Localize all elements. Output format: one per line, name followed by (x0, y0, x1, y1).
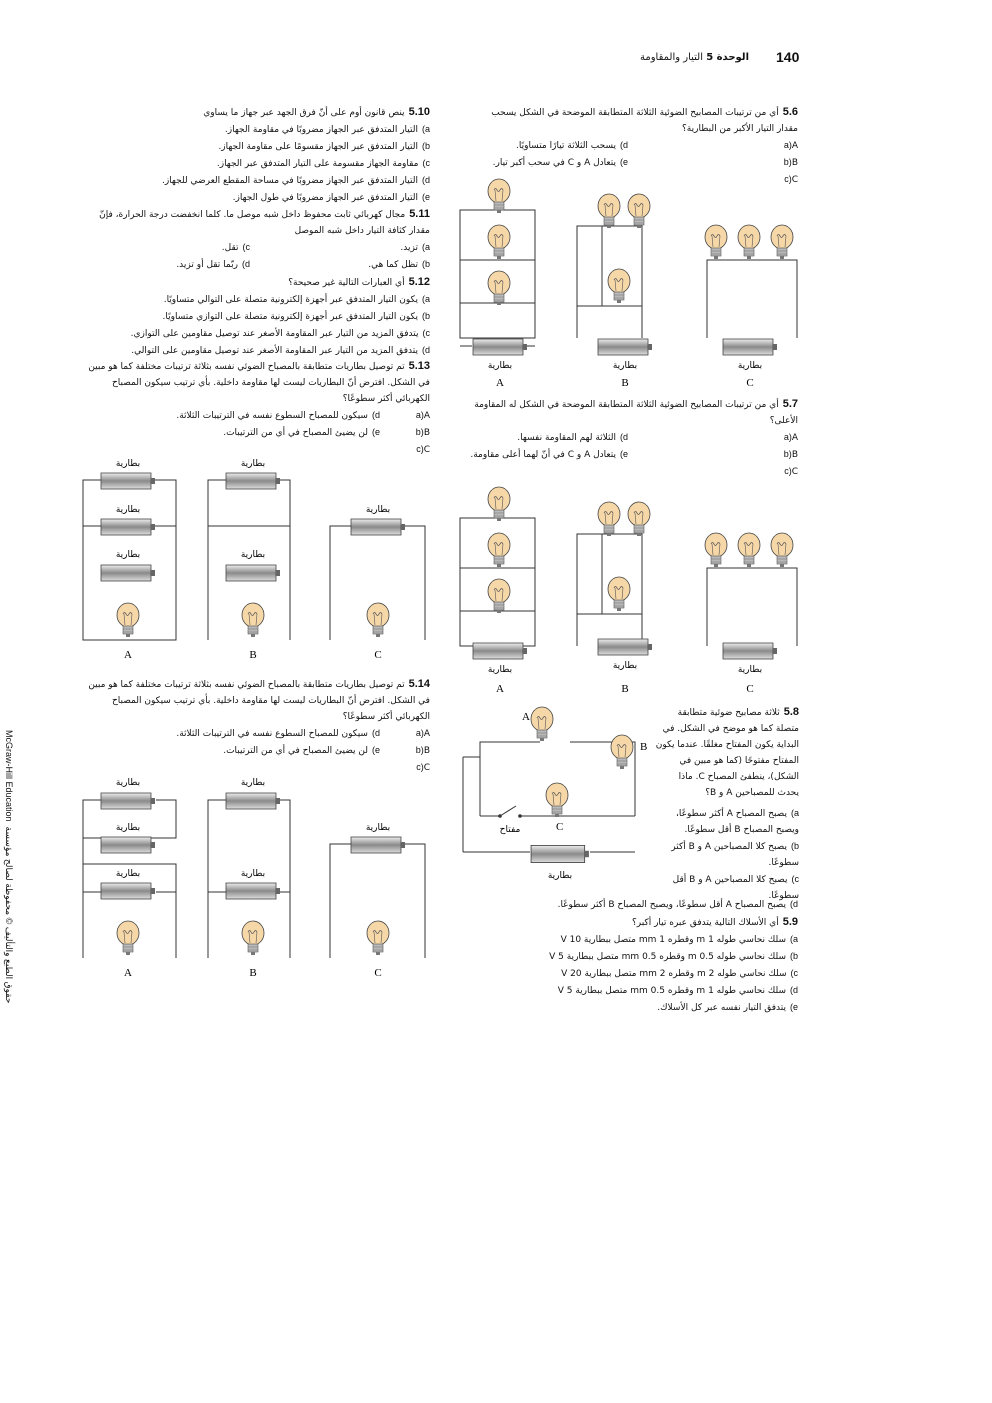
option-c[interactable]: c)C (784, 174, 798, 185)
battery-label: بطارية (487, 665, 513, 675)
battery-label: بطارية (737, 665, 763, 675)
bulb-icon (488, 487, 793, 613)
battery-label: بطارية (365, 505, 391, 515)
page-number: 140 (776, 49, 800, 65)
publisher-credit: McGraw-Hill Education حقوق الطبع والتأليف © محفوظة لصالح مؤسسة (4, 730, 14, 1004)
label-b: B (640, 741, 648, 753)
option-c[interactable]: c)مقاومة الجهاز مقسومة على التيار المتدفق عبر الجهاز. (216, 158, 430, 169)
options-5-8-ab (655, 805, 799, 904)
figure-5-7 (452, 486, 802, 696)
option-e[interactable]: e)لن يضيئ المصباح في أي من الترتيبات. (223, 427, 380, 438)
option-b[interactable]: b)B (415, 427, 430, 438)
label-b: B (621, 683, 629, 695)
option-c[interactable]: c)C (416, 762, 430, 773)
bulb-icon (117, 921, 389, 955)
option-a[interactable]: a)تزيد. (400, 242, 430, 253)
label-b: B (249, 967, 257, 979)
unit-label: الوحدة 5 (706, 52, 749, 63)
options (468, 429, 798, 480)
option-c[interactable]: c)C (416, 444, 430, 455)
option-b[interactable]: b)سلك نحاسي طوله 0.5 m وقطره 0.5 mm متصل ببطارية 5 V (549, 951, 798, 962)
battery-label: بطارية (487, 361, 513, 371)
switch-label: مفتاح (499, 825, 521, 835)
label-c: C (374, 649, 382, 661)
option-a[interactable]: a)سلك نحاسي طوله 1 m وقطره 1 mm متصل ببطارية 10 V (560, 934, 798, 945)
option-c[interactable]: c)يصبح كلا المصباحين A و B أقل سطوعًا. (672, 874, 799, 901)
option-b[interactable]: b)تظل كما هي. (368, 259, 430, 270)
bulb-icon (488, 179, 793, 305)
option-d[interactable]: d)سيكون للمصباح السطوع نفسه في الترتيبات الثلاثة. (176, 728, 380, 739)
option-a[interactable]: a)يكون التيار المتدفق عبر أجهزة إلكترونية متصلة على التوالي متساويًا. (163, 294, 430, 305)
battery-label: بطارية (240, 550, 266, 560)
option-d[interactable]: d)سيكون للمصباح السطوع نفسه في الترتيبات الثلاثة. (176, 410, 380, 421)
option-b[interactable]: b)يصبح كلا المصباحين A و B أكثر سطوعًا. (671, 841, 799, 868)
figure-5-13 (80, 454, 430, 664)
question-5-14: 5.14تم توصيل بطاريات متطابقة بالمصباح الضوئي نفسه بثلاثة ترتيبات مختلفة كما هو مبين في الشكل. افترض أنّ البطاريات ليست لها مقاومة داخلية. بأي ترتيب سيكون المصباح الكهربائي أكثر سطوعًا؟ a)A d)سيكون للمصباح السطوع نفسه في الترتيبات الثلاثة. b)B e)لن يضيئ المصباح في أي من الترتيبات. c)C (80, 676, 430, 776)
option-b[interactable]: b)B (783, 157, 798, 168)
option-c[interactable]: c)تقل. (221, 242, 250, 253)
battery-label: بطارية (547, 871, 573, 881)
option-a[interactable]: a)A (783, 140, 798, 151)
label-a: A (124, 649, 132, 661)
option-a[interactable]: a)A (783, 432, 798, 443)
question-5-8: 5.8ثلاثة مصابيح ضوئية متطابقة متصلة كما هو موضح في الشكل. في البداية يكون المفتاح مغلقًا. عندما يكون المفتاح مفتوحًا (كما هو مبين في الشكل)، ينطفئ المصباح C. ماذا يحدث للمصباحين A و B؟ (655, 706, 799, 798)
label-b: B (621, 377, 629, 389)
option-b[interactable]: b)B (415, 745, 430, 756)
option-d[interactable]: d)التيار المتدفق عبر الجهاز مضروبًا في مساحة المقطع العرضي للجهاز. (161, 175, 430, 186)
battery-label: بطارية (115, 505, 141, 515)
option-e[interactable]: e)لن يضيئ المصباح في أي من الترتيبات. (223, 745, 380, 756)
option-d[interactable]: d)يتدفق المزيد من التيار عبر المقاومة الأصغر عند توصيل مقاومين على التوالي. (131, 345, 430, 356)
label-c: C (746, 683, 754, 695)
battery-icon (101, 793, 405, 899)
battery-label: بطارية (365, 823, 391, 833)
option-e[interactable]: e)يتدفق التيار نفسه عبر كل الأسلاك. (657, 1002, 798, 1013)
question-5-7: 5.7أي من ترتيبات المصابيح الضوئية الثلاثة المتطابقة الموضحة في الشكل له المقاومة الأعلى؟ a)A d)الثلاثة لهم المقاومة نفسها. b)B e)يتعادل A و C في أنّ لهما أعلى مقاومة. c)C (468, 396, 798, 480)
battery-icon (101, 473, 405, 581)
question-5-9: 5.9أي الأسلاك التالية يتدفق عبره تيار أكبر؟ a)سلك نحاسي طوله 1 m وقطره 1 mm متصل ببطارية 10 V b)سلك نحاسي طوله 0.5 m وقطره 0.5 mm متصل ببطارية 5 V c)سلك نحاسي طوله 2 m وقطره 2 mm متصل ببطارية 20 V d)سلك نحاسي طوله 1 m وقطره 0.5 mm متصل ببطارية 5 V e)يتدفق التيار نفسه عبر كل الأسلاك. (468, 914, 798, 1016)
bulb-icon (117, 603, 389, 637)
option-e[interactable]: e)التيار المتدفق عبر الجهاز مضروبًا في طول الجهاز. (232, 192, 430, 203)
battery-icon (473, 639, 777, 659)
label-a: A (522, 711, 530, 723)
battery-label: بطارية (115, 823, 141, 833)
battery-label: بطارية (115, 778, 141, 788)
figure-5-6 (452, 178, 802, 393)
battery-label: بطارية (612, 661, 638, 671)
question-5-10: 5.10ينص قانون أوم على أنّ فرق الجهد عبر جهاز ما يساوي a)التيار المتدفق عبر الجهاز مضروبًا في مقاومة الجهاز. b)التيار المتدفق عبر الجهاز مقسومًا على مقاومة الجهاز. c)مقاومة الجهاز مقسومة على التيار المتدفق عبر الجهاز. d)التيار المتدفق عبر الجهاز مضروبًا في مساحة المقطع العرضي للجهاز. e)التيار المتدفق عبر الجهاز مضروبًا في طول الجهاز. (80, 104, 430, 206)
battery-label: بطارية (240, 778, 266, 788)
figure-5-14 (80, 772, 430, 982)
battery-label: بطارية (737, 361, 763, 371)
battery-label: بطارية (240, 869, 266, 879)
bulb-icon (531, 707, 633, 817)
label-c: C (746, 377, 754, 389)
options-5-8-d (468, 896, 798, 913)
label-a: A (124, 967, 132, 979)
label-b: B (249, 649, 257, 661)
option-d[interactable]: d)ربّما تقل أو تزيد. (176, 259, 250, 270)
unit-title: التيار والمقاومة (640, 52, 704, 63)
option-b[interactable]: b)يكون التيار المتدفق عبر أجهزة إلكترونية متصلة على التوازي متساويًا. (162, 311, 430, 322)
figure-5-8 (460, 702, 660, 882)
option-e[interactable]: e)يتعادل A و C في سحب أكبر تيار. (492, 157, 628, 168)
option-a[interactable]: a)يصبح المصباح A أكثر سطوعًا، ويصبح المصباح B أقل سطوعًا. (675, 808, 799, 835)
battery-label: بطارية (240, 459, 266, 469)
battery-label: بطارية (115, 459, 141, 469)
label-c: C (556, 821, 564, 833)
label-c: C (374, 967, 382, 979)
option-d[interactable]: d)يصبح المصباح A أقل سطوعًا، ويصبح المصباح B أكثر سطوعًا. (557, 899, 798, 910)
battery-label: بطارية (115, 550, 141, 560)
question-5-12: 5.12أي العبارات التالية غير صحيحة؟ a)يكون التيار المتدفق عبر أجهزة إلكترونية متصلة على التوالي متساويًا. b)يكون التيار المتدفق عبر أجهزة إلكترونية متصلة على التوازي متساويًا. c)يتدفق المزيد من التيار عبر المقاومة الأصغر عند توصيل مقاومين على التوازي. d)يتدفق المزيد من التيار عبر المقاومة الأصغر عند توصيل مقاومين على التوالي. (80, 274, 430, 359)
option-d[interactable]: d)سلك نحاسي طوله 1 m وقطره 0.5 mm متصل ببطارية 5 V (557, 985, 798, 996)
option-c[interactable]: c)سلك نحاسي طوله 2 m وقطره 2 mm متصل ببطارية 20 V (561, 968, 798, 979)
question-5-6: 5.6أي من ترتيبات المصابيح الضوئية الثلاثة المتطابقة الموضحة في الشكل يسحب مقدار التيار الأكبر من البطارية؟ a)A d)يسحب الثلاثة تيارًا متساويًا. b)B e)يتعادل A و C في سحب أكبر تيار. c)C (468, 104, 798, 188)
option-c[interactable]: c)يتدفق المزيد من التيار عبر المقاومة الأصغر عند توصيل مقاومين على التوازي. (130, 328, 430, 339)
option-a[interactable]: a)التيار المتدفق عبر الجهاز مضروبًا في مقاومة الجهاز. (224, 124, 430, 135)
option-a[interactable]: a)A (415, 410, 430, 421)
running-header (640, 52, 749, 63)
option-b[interactable]: b)B (783, 449, 798, 460)
battery-label: بطارية (115, 869, 141, 879)
option-e[interactable]: e)يتعادل A و C في أنّ لهما أعلى مقاومة. (470, 449, 628, 460)
option-b[interactable]: b)التيار المتدفق عبر الجهاز مقسومًا على مقاومة الجهاز. (218, 141, 430, 152)
question-5-11: 5.11مجال كهربائي ثابت محفوظ داخل شبه موصل ما. كلما انخفضت درجة الحرارة، فإنّ مقدار كثافة التيار داخل شبه الموصل a)تزيد. c)تقل. b)تظل كما هي. d)ربّما تقل أو تزيد. (80, 206, 430, 273)
side-credit (4, 730, 24, 1010)
battery-icon (531, 845, 589, 862)
label-a: A (496, 683, 504, 695)
battery-label: بطارية (612, 361, 638, 371)
label-a: A (496, 377, 504, 389)
option-d[interactable]: d)الثلاثة لهم المقاومة نفسها. (517, 432, 628, 443)
battery-icon (473, 339, 777, 355)
option-c[interactable]: c)C (784, 466, 798, 477)
option-a[interactable]: a)A (415, 728, 430, 739)
option-d[interactable]: d)يسحب الثلاثة تيارًا متساويًا. (515, 140, 628, 151)
question-5-13: 5.13تم توصيل بطاريات متطابقة بالمصباح الضوئي نفسه بثلاثة ترتيبات مختلفة كما هو مبين في الشكل. افترض أنّ البطاريات ليست لها مقاومة داخلية. بأي ترتيب سيكون المصباح الكهربائي أكثر سطوعًا؟ a)A d)سيكون للمصباح السطوع نفسه في الترتيبات الثلاثة. b)B e)لن يضيئ المصباح في أي من الترتيبات. c)C (80, 358, 430, 458)
